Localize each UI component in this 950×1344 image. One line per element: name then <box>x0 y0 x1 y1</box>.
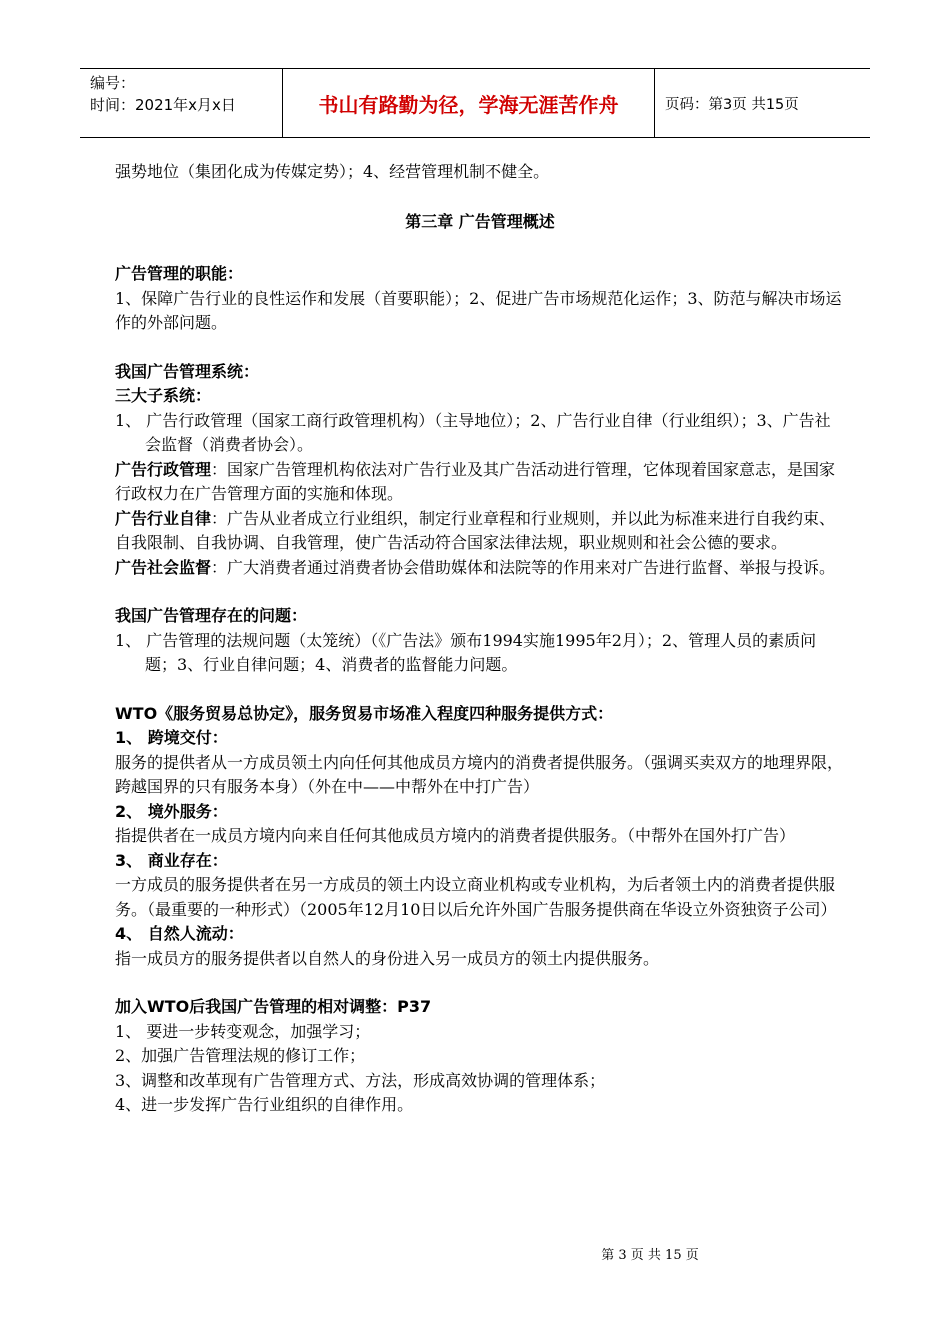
definition-admin <box>115 458 845 507</box>
section-heading-adjustment: 加入WTO后我国广告管理的相对调整：P37 <box>115 997 432 1016</box>
section-heading-wto: WTO《服务贸易总协定》，服务贸易市场准入程度四种服务提供方式： <box>115 703 614 723</box>
wto-mode-text-4: 指一成员方的服务提供者以自然人的身份进入另一成员方的领土内提供服务。 <box>115 948 660 968</box>
definition-self-discipline-text: ：广告从业者成立行业组织，制定行业章程和行业规则，并以此为标准来进行自我约束、自我限制、自我协调、自我管理，使广告活动符合国家法律法规，职业规则和社会公德的要求。 <box>115 508 836 552</box>
header-motto: 书山有路勤为径，学海无涯苦作舟 <box>283 69 655 137</box>
number-label: 编号： <box>90 74 136 92</box>
wto-mode-title-1: 1、 跨境交付： <box>115 728 228 747</box>
header-page-label: 页码：第3页 共15页 <box>665 96 799 113</box>
definition-social-supervision-text: ：广大消费者通过消费者协会借助媒体和法院等的作用来对广告进行监督、举报与投诉。 <box>211 557 836 577</box>
section-heading-functions: 广告管理的职能： <box>115 264 244 283</box>
term-self-discipline: 广告行业自律 <box>115 508 212 528</box>
chapter-title: 第三章 广告管理概述 <box>405 211 555 231</box>
wto-mode-text-2: 指提供者在一成员方境内向来自任何其他成员方境内的消费者提供服务。（中帮外在国外打广告） <box>115 826 796 845</box>
definition-social-supervision <box>115 556 845 581</box>
section-heading-system: 我国广告管理系统： <box>115 361 260 381</box>
term-admin: 广告行政管理 <box>115 459 212 479</box>
list-item: 3、调整和改革现有广告管理方式、方法，形成高效协调的管理体系； <box>115 1070 606 1090</box>
wto-mode-title-2: 2、 境外服务： <box>115 801 228 821</box>
section-text-functions: 1、保障广告行业的良性运作和发展（首要职能）；2、促进广告市场规范化运作；3、防范与解决市场运作的外部问题。 <box>115 288 842 332</box>
document-body <box>115 160 845 1118</box>
page-header <box>80 68 870 138</box>
list-item-problems: 1、 广告管理的法规问题（太笼统）（《广告法》颁布1994实施1995年2月）；2、管理人员的素质问题；3、行业自律问题；4、消费者的监督能力问题。 <box>115 630 817 674</box>
definition-self-discipline <box>115 507 845 556</box>
wto-mode-text-3: 一方成员的服务提供者在另一方成员的领土内设立商业机构或专业机构，为后者领土内的消费者提供服务。（最重要的一种形式）（2005年12月10日以后允许外国广告服务提供商在华设立外资独资子公司） <box>115 875 837 919</box>
page-footer: 第 3 页 共 15 页 <box>601 1248 699 1263</box>
time-label: 时间：2021年x月x日 <box>90 96 236 114</box>
continuation-paragraph: 强势地位（集团化成为传媒定势）；4、经营管理机制不健全。 <box>115 162 550 181</box>
list-item: 4、进一步发挥广告行业组织的自律作用。 <box>115 1095 414 1114</box>
wto-mode-title-3: 3、 商业存在： <box>115 850 228 870</box>
subheading-three-subsystems: 三大子系统： <box>115 386 212 405</box>
list-item: 2、加强广告管理法规的修订工作； <box>115 1046 366 1065</box>
wto-mode-title-4: 4、 自然人流动： <box>115 924 244 943</box>
list-item-subsystems: 1、 广告行政管理（国家工商行政管理机构）（主导地位）；2、广告行业自律（行业组织）；3、广告社会监督（消费者协会）。 <box>115 410 831 454</box>
header-meta <box>80 69 283 137</box>
list-item: 1、 要进一步转变观念，加强学习； <box>115 1021 371 1041</box>
definition-admin-text: ：国家广告管理机构依法对广告行业及其广告活动进行管理，它体现着国家意志，是国家行政权力在广告管理方面的实施和体现。 <box>115 459 836 503</box>
section-heading-problems: 我国广告管理存在的问题： <box>115 606 308 625</box>
term-social-supervision: 广告社会监督 <box>115 557 212 577</box>
wto-mode-text-1: 服务的提供者从一方成员领土内向任何其他成员方境内的消费者提供服务。（强调买卖双方的地理界限，跨越国界的只有服务本身）（外在中——中帮外在中打广告） <box>115 752 844 796</box>
